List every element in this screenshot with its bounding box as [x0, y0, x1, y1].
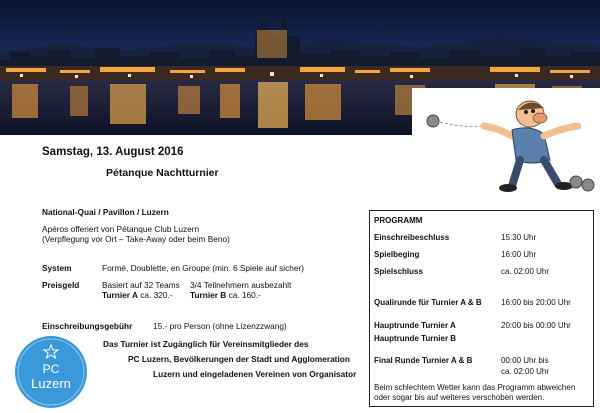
programm-item-label: Hauptrunde Turnier A: [374, 321, 456, 330]
prize-basis: Basiert auf 32 Teams: [102, 280, 180, 290]
event-location: National-Quai / Pavillon / Luzern: [42, 207, 169, 217]
pc-luzern-logo: [14, 335, 88, 409]
prize-a-value: ca. 320.-: [140, 290, 173, 300]
prize-a-name: Turnier A: [102, 290, 138, 300]
logo-line-2: Luzern: [31, 376, 71, 391]
programm-item-label: Hauptrunde Turnier B: [374, 334, 457, 343]
boules-player-cartoon: [412, 88, 600, 194]
prize-b: [190, 290, 261, 301]
notice-line-1: Das Turnier ist Zugänglich für Vereinsmitglieder des: [103, 339, 309, 349]
programm-note-line-2: oder sogar bis auf weiteres verschoben werden.: [374, 393, 545, 402]
system-label: System: [42, 263, 72, 273]
fee-label: Einschreibungsgebühr: [42, 321, 133, 331]
event-title: Pétanque Nachtturnier: [106, 167, 219, 179]
prize-label: Preisgeld: [42, 280, 80, 290]
fee-value: 15.- pro Person (ohne Lizenzzwang): [153, 321, 287, 331]
prize-b-name: Turnier B: [190, 290, 227, 300]
notice-line-3: Luzern und eingeladenen Vereinen von Organisator: [153, 369, 357, 379]
programm-item-time: 00:00 Uhr bis: [501, 356, 549, 365]
programm-note-line-1: Beim schlechtem Wetter kann das Programm abweichen: [374, 383, 576, 392]
programm-item-time: 20:00 bis 00:00 Uhr: [501, 321, 571, 330]
prize-payout: 3/4 Teilnehmern ausbezahlt: [190, 280, 292, 290]
programm-item-label: Final Runde Turnier A & B: [374, 356, 473, 365]
programm-box: [369, 210, 594, 407]
offer-line-1: Apéros offeriert von Pétanque Club Luzern: [42, 224, 200, 234]
programm-item-label: Spielschluss: [374, 267, 423, 276]
programm-item-time: 16:00 Uhr: [501, 250, 537, 259]
programm-heading: PROGRAMM: [374, 216, 423, 225]
prize-a: [102, 290, 173, 301]
programm-item-time: ca. 02:00 Uhr: [501, 367, 550, 376]
notice-line-2: PC Luzern, Bevölkerungen der Stadt und Agglomeration: [128, 354, 350, 364]
system-value: Formé, Doublette, en Groupe (min. 6 Spiele auf sicher): [102, 263, 304, 273]
programm-item-label: Qualirunde für Turnier A & B: [374, 298, 482, 307]
programm-item-time: ca. 02:00 Uhr: [501, 267, 550, 276]
programm-item-label: Einschreibeschluss: [374, 233, 450, 242]
logo-line-1: PC: [42, 362, 60, 376]
event-date: Samstag, 13. August 2016: [42, 146, 184, 158]
offer-line-2: (Verpflegung vor Ort – Take-Away oder beim Beno): [42, 234, 230, 244]
prize-b-value: ca. 160.-: [228, 290, 261, 300]
programm-item-label: Spielbeging: [374, 250, 420, 259]
programm-item-time: 15:30 Uhr: [501, 233, 537, 242]
programm-item-time: 16:00 bis 20:00 Uhr: [501, 298, 571, 307]
